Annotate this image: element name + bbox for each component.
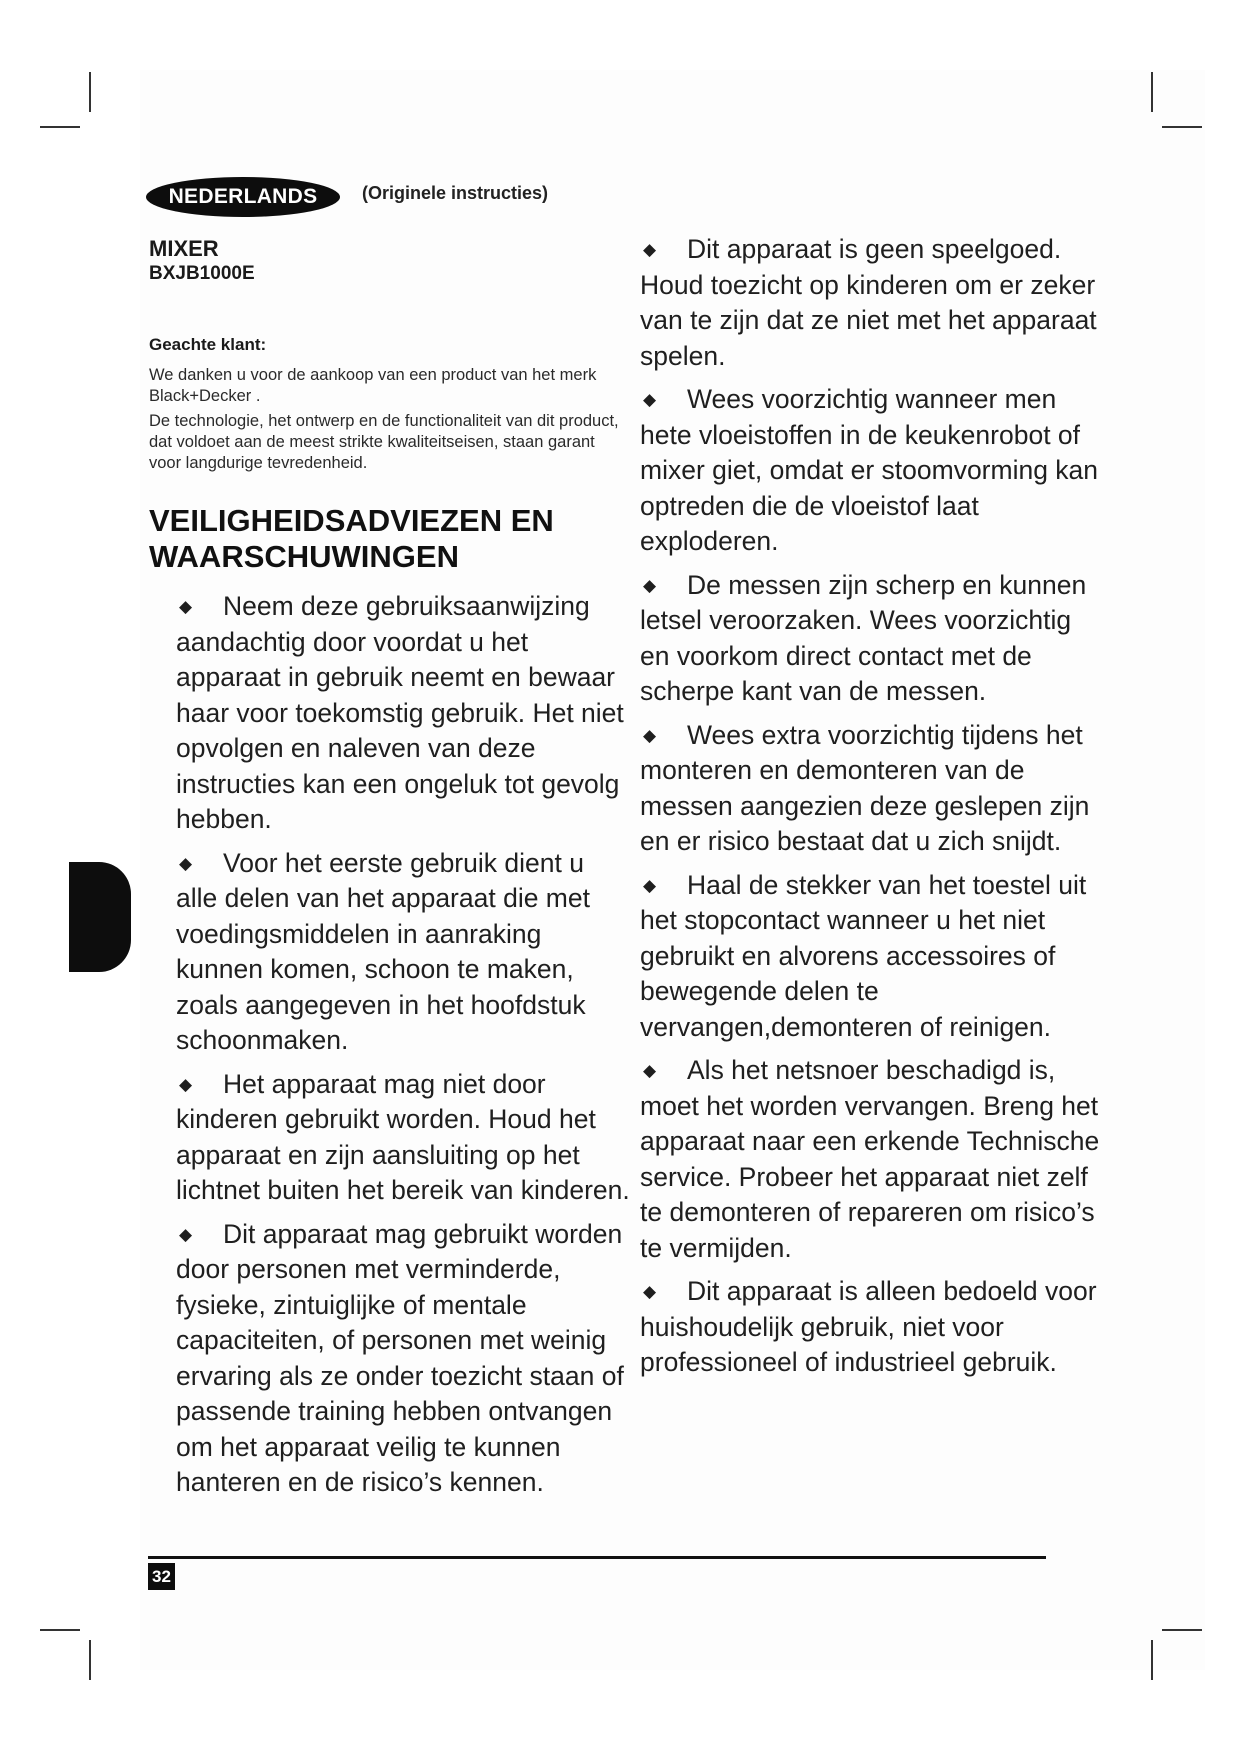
crop-mark xyxy=(89,72,91,112)
left-column xyxy=(149,235,629,1509)
list-item: ◆ Wees voorzichtig wanneer men hete vloeistoffen in de keukenrobot of mixer giet, omdat er stoomvorming kan optreden die de vloeistof laat exploderen. xyxy=(640,384,1099,556)
crop-mark xyxy=(1151,72,1153,112)
safety-list-right xyxy=(640,232,1100,1381)
page-number: 32 xyxy=(148,1563,175,1590)
diamond-bullet-icon: ◆ xyxy=(643,1282,657,1301)
diamond-bullet-icon: ◆ xyxy=(643,240,657,259)
crop-mark xyxy=(1162,126,1202,128)
original-instructions-label: (Originele instructies) xyxy=(362,183,549,203)
footer-rule xyxy=(148,1556,1046,1559)
list-item: ◆ Als het netsnoer beschadigd is, moet het worden vervangen. Breng het apparaat naar een erkende Technische service. Probeer het apparaat niet zelf te demonteren of repareren om risico’s te vermijden. xyxy=(640,1055,1100,1263)
list-item: ◆ Het apparaat mag niet door kinderen gebruikt worden. Houd het apparaat en zijn aansluiting op het lichtnet buiten het bereik van kinderen. xyxy=(176,1068,630,1205)
list-item: ◆ Dit apparaat is geen speelgoed. Houd toezicht op kinderen om er zeker van te zijn dat ze niet met het apparaat spelen. xyxy=(640,234,1097,371)
language-side-tab xyxy=(69,862,131,972)
list-item: ◆ Haal de stekker van het toestel uit het stopcontact wanneer u het niet gebruikt en alvorens accessoires of bewegende delen te vervangen,demonteren of reinigen. xyxy=(640,869,1087,1042)
safety-list-left xyxy=(176,589,631,1501)
list-item: ◆ Voor het eerste gebruik dient u alle delen van het apparaat die met voedingsmiddelen in aanraking kunnen komen, schoon te maken, zoals aangegeven in het hoofdstuk schoonmaken. xyxy=(176,847,590,1055)
diamond-bullet-icon: ◆ xyxy=(179,1224,193,1244)
diamond-bullet-icon: ◆ xyxy=(179,853,193,873)
list-item: ◆ Dit apparaat mag gebruikt worden door personen met verminderde, fysieke, zintuiglijke of mentale capaciteiten, of personen met weinig ervaring als ze onder toezicht staan of passende training hebben ontvangen om het apparaat veilig te kunnen hanteren en de risico’s kennen. xyxy=(176,1218,624,1497)
crop-mark xyxy=(40,1629,80,1631)
crop-mark xyxy=(1151,1640,1153,1680)
crop-mark xyxy=(89,1640,91,1680)
list-item: ◆ Neem deze gebruiksaanwijzing aandachtig door voordat u het apparaat in gebruik neemt en bewaar haar voor toekomstig gebruik. Het niet opvolgen en naleven van deze instructies kan een ongeluk tot gevolg hebben. xyxy=(176,591,624,834)
intro-paragraph: De technologie, het ontwerp en de functionaliteit van dit product, dat voldoet aan de meest strikte kwaliteitseisen, staan garant voor langdurige tevredenheid. xyxy=(149,412,619,472)
list-item: ◆ Dit apparaat is alleen bedoeld voor huishoudelijk gebruik, niet voor professioneel of industrieel gebruik. xyxy=(640,1276,1097,1377)
language-badge: NEDERLANDS xyxy=(146,177,340,217)
section-title: VEILIGHEIDSADVIEZEN EN WAARSCHUWINGEN xyxy=(149,503,554,574)
crop-mark xyxy=(40,126,80,128)
diamond-bullet-icon: ◆ xyxy=(179,1074,193,1094)
diamond-bullet-icon: ◆ xyxy=(643,725,657,745)
diamond-bullet-icon: ◆ xyxy=(643,875,657,895)
list-item: ◆ Wees extra voorzichtig tijdens het monteren en demonteren van de messen aangezien deze geslepen zijn en er risico bestaat dat u zich snijdt. xyxy=(640,719,1090,856)
diamond-bullet-icon: ◆ xyxy=(643,390,657,409)
diamond-bullet-icon: ◆ xyxy=(643,575,657,595)
list-item: ◆ De messen zijn scherp en kunnen letsel veroorzaken. Wees voorzichtig en voorkom direct contact met de scherpe kant van de messen. xyxy=(640,569,1087,706)
product-model: BXJB1000E xyxy=(149,263,255,284)
diamond-bullet-icon: ◆ xyxy=(643,1061,657,1080)
right-column xyxy=(640,232,1100,1389)
diamond-bullet-icon: ◆ xyxy=(179,597,193,616)
intro-paragraph: We danken u voor de aankoop van een product van het merk Black+Decker . xyxy=(149,366,597,405)
greeting: Geachte klant: xyxy=(149,335,267,354)
product-title: MIXER xyxy=(149,236,219,261)
crop-mark xyxy=(1162,1629,1202,1631)
